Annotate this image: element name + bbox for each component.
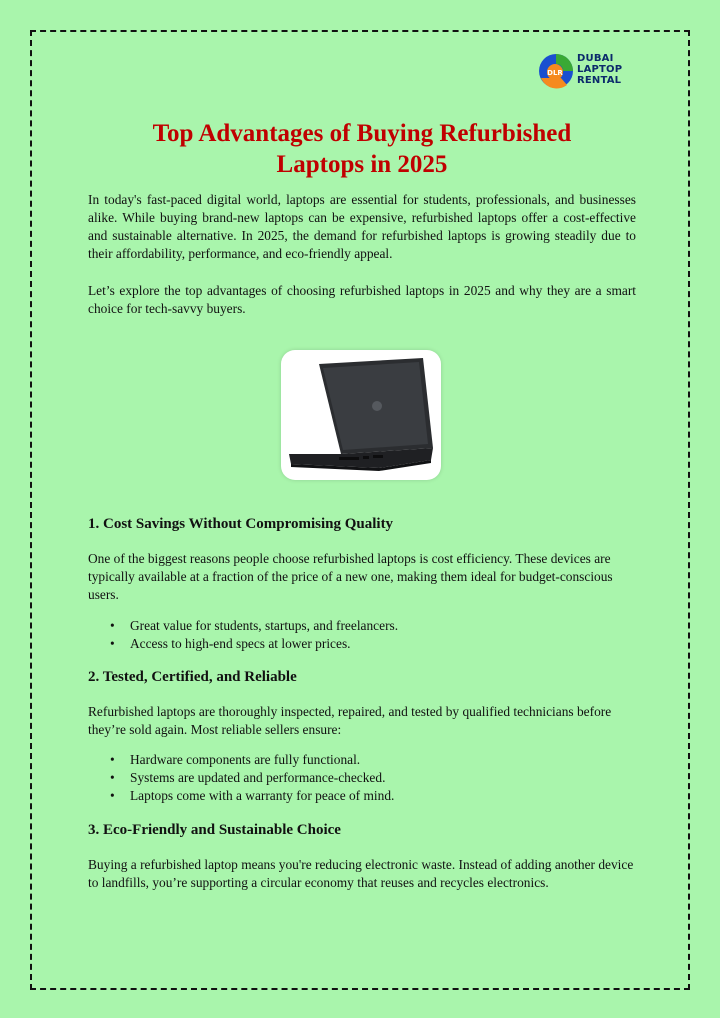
list-item: • Laptops come with a warranty for peace of mind. [88,787,636,805]
list-item: • Great value for students, startups, and freelancers. [88,617,636,635]
brand-logo[interactable] [537,50,625,92]
section-3-heading: 3. Eco-Friendly and Sustainable Choice [88,822,341,838]
logo-line-2: LAPTOP [577,64,623,75]
list-item: • Access to high-end specs at lower prices. [88,635,636,653]
logo-wordmark [577,53,622,86]
list-item: • Systems are updated and performance-checked. [88,769,636,787]
list-item: • Hardware components are fully functional. [88,751,636,769]
section-1-body: One of the biggest reasons people choose refurbished laptops is cost efficiency. These devices are typically available at a fraction of the price of a new one, making them ideal for budget-conscious users. [88,551,613,602]
laptop-icon [281,350,441,480]
page-title [86,118,638,180]
title-line-1: Top Advantages of Buying Refurbished [152,120,572,147]
logo-emblem-icon [537,50,577,92]
logo-line-1: DUBAI [577,53,614,64]
section-2-heading: 2. Tested, Certified, and Reliable [88,669,297,685]
section-1-heading: 1. Cost Savings Without Compromising Quality [88,516,394,532]
explore-paragraph: Let’s explore the top advantages of choosing refurbished laptops in 2025 and why they are a smart choice for tech-savvy buyers. [88,283,636,316]
section-2-bullets [88,751,636,805]
logo-line-3: RENTAL [577,75,622,86]
section-1-bullets [88,617,636,653]
logo-badge-text: DLR [547,69,563,77]
laptop-photo [281,350,441,480]
section-2-body: Refurbished laptops are thoroughly inspected, repaired, and tested by qualified technicians before they’re sold again. Most reliable sellers ensure: [88,704,612,737]
intro-paragraph: In today's fast-paced digital world, laptops are essential for students, professionals, and businesses alike. While buying brand-new laptops can be expensive, refurbished laptops offer a cost-effective and sustainable alternative. In 2025, the demand for refurbished laptops is growing steadily due to their affordability, performance, and eco-friendly appeal. [88,192,636,261]
section-3-body: Buying a refurbished laptop means you're reducing electronic waste. Instead of adding another device to landfills, you’re supporting a circular economy that reuses and recycles electronics. [88,857,634,890]
title-line-2: Laptops in 2025 [276,151,448,178]
